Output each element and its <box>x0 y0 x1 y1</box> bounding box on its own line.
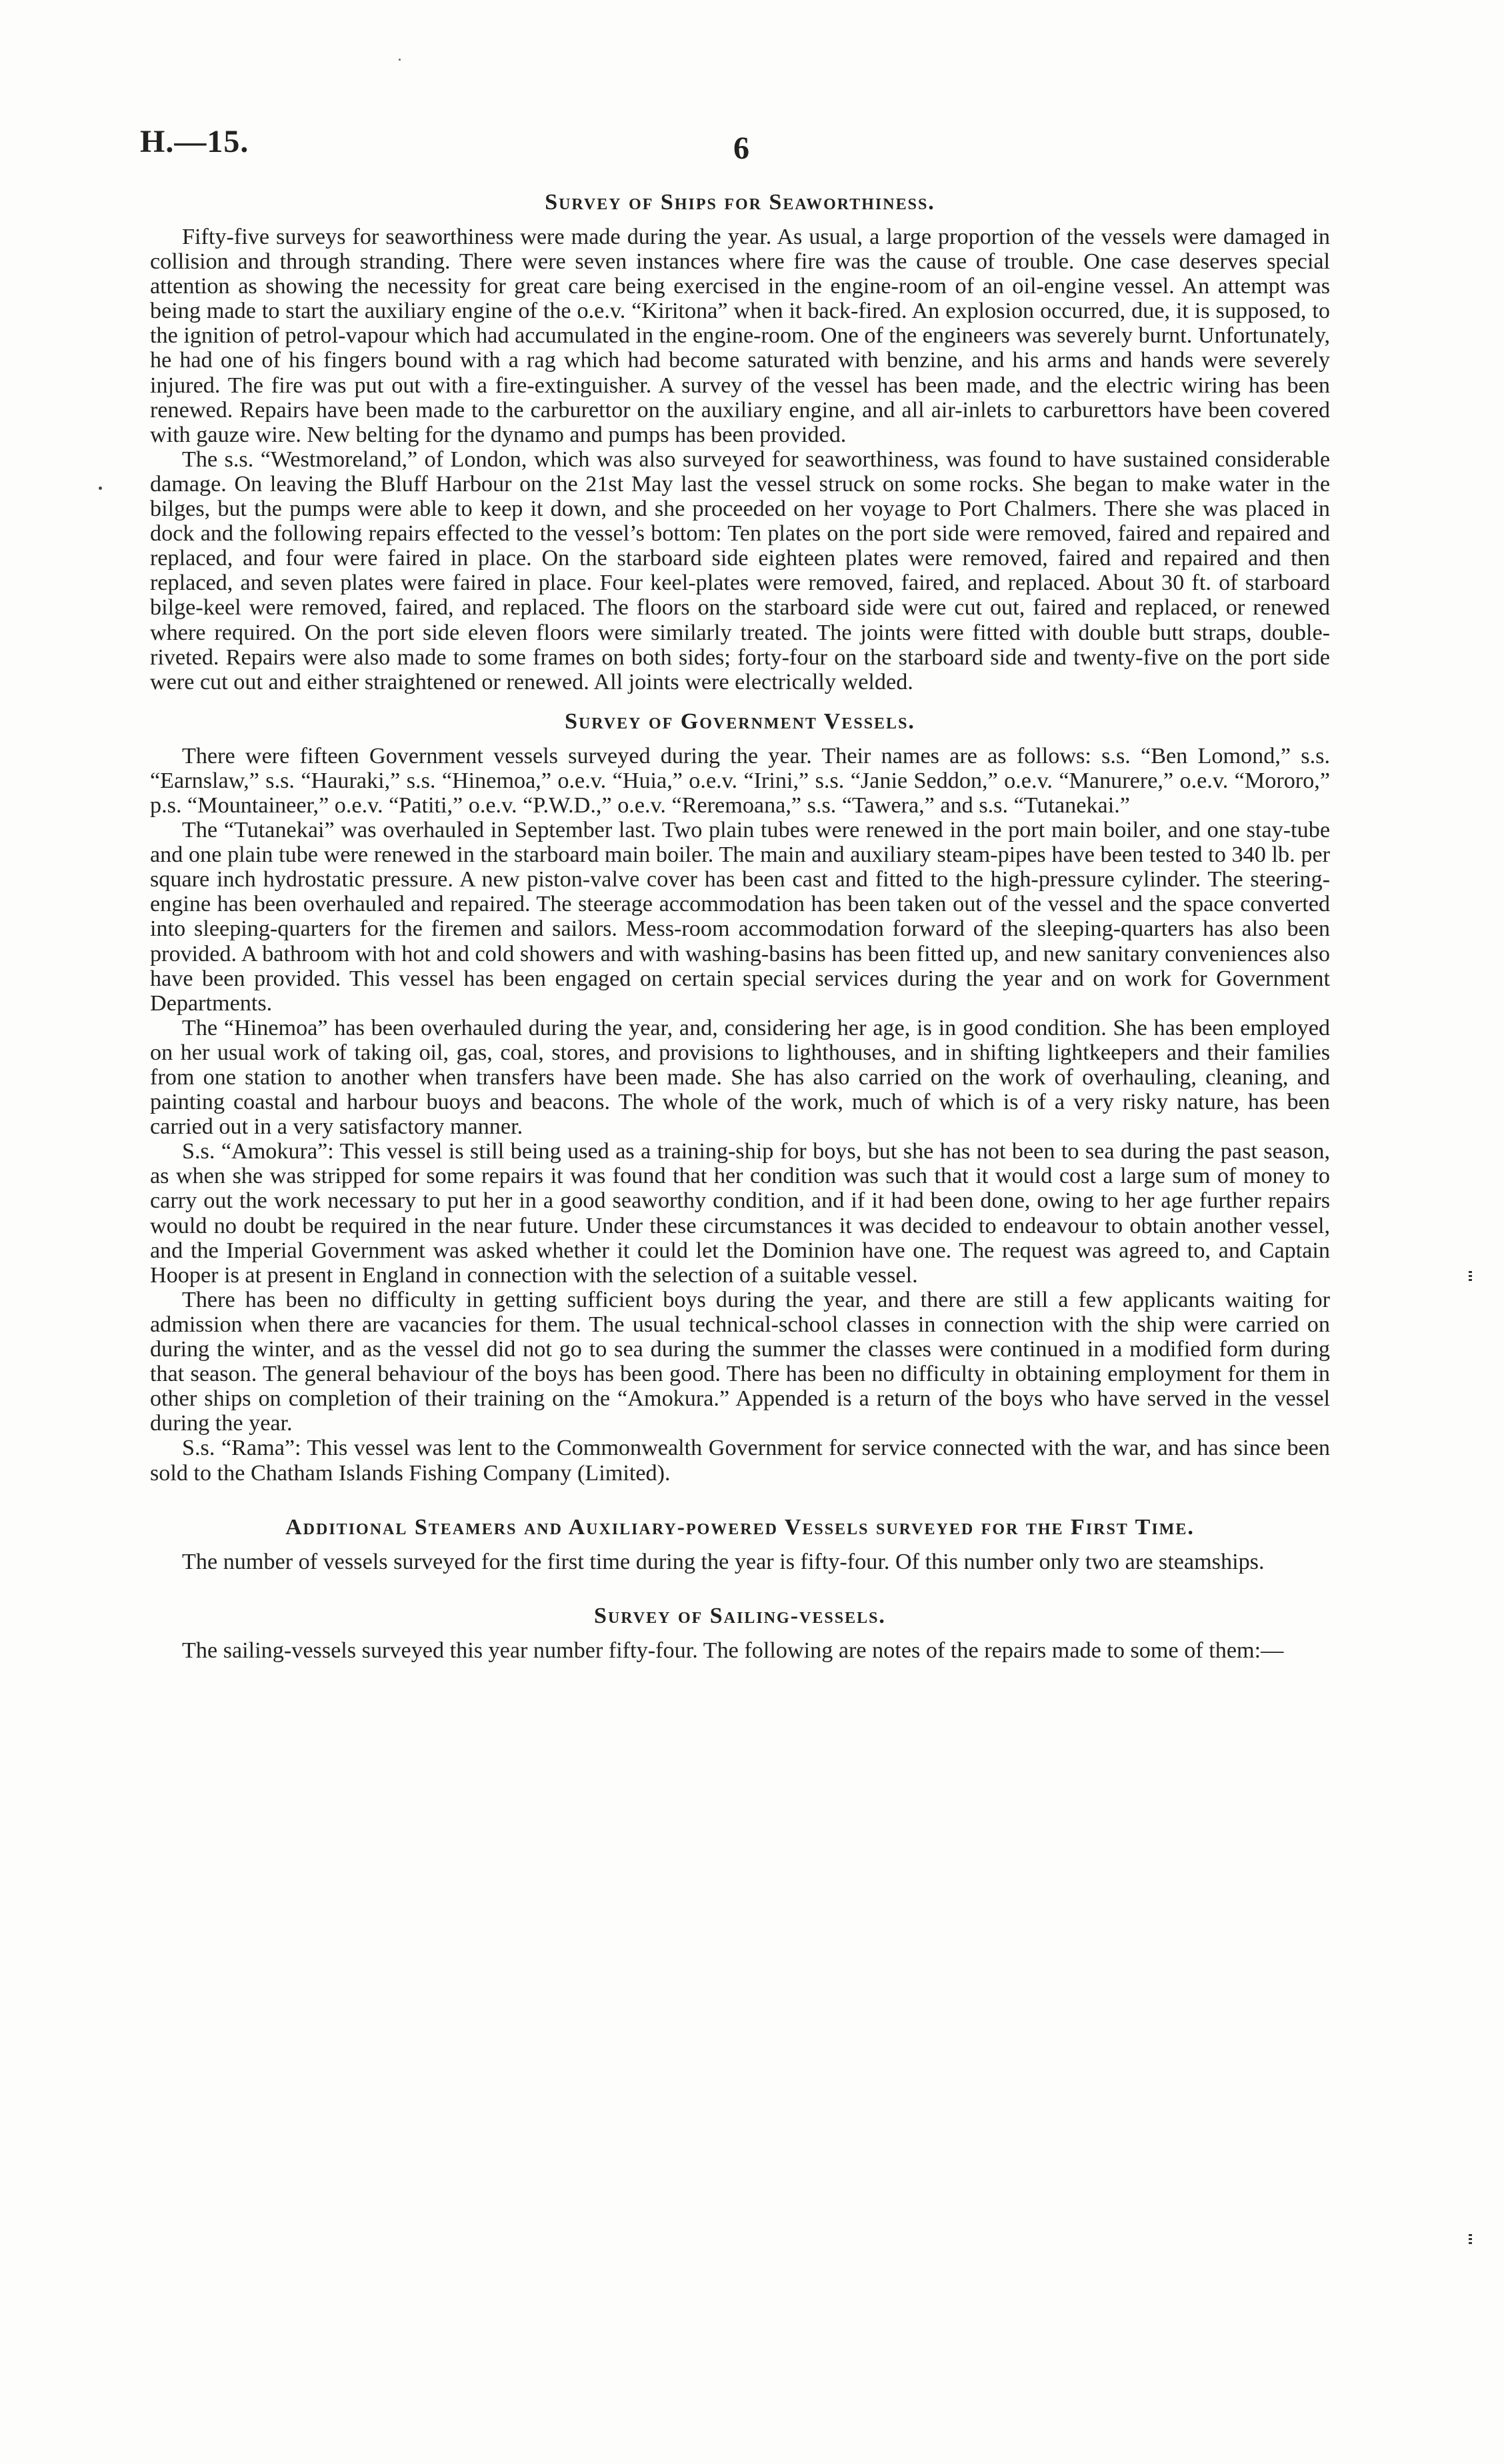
paragraph-first-time-surveys: The number of vessels surveyed for the first time during the year is fifty-four. Of this number only two are steamships. <box>182 1549 1265 1574</box>
paragraph-government-vessel-list: There were fifteen Government vessels surveyed during the year. Their names are as follows: s.s. “Ben Lomond,” s.s. “Earnslaw,” s.s. “Hauraki,” s.s. “Hinemoa,” o.e.v. “Huia,” o.e.v. “Irini,” s.s. “Janie Seddon,” o.e.v. “Manurere,” o.e.v. “Mororo,” p.s. “Mountaineer,” o.e.v. “Patiti,” o.e.v. “P.W.D.,” o.e.v. “Reremoana,” s.s. “Tawera,” and s.s. “Tutanekai.” <box>150 743 1330 818</box>
page-number: 6 <box>733 131 749 166</box>
paragraph-hinemoa: The “Hinemoa” has been overhauled during the year, and, considering her age, is in good condition. She has been employed on her usual work of taking oil, gas, coal, stores, and provisions to lighthouses, and in shifting lightkeepers and their families from one station to another when transfers have been made. She has also carried on the work of overhauling, cleaning, and painting coastal and harbour buoys and beacons. The whole of the work, much of which is of a very risky nature, has been carried out in a very satisfactory manner. <box>150 1015 1330 1140</box>
section-heading-government-vessels: Survey of Government Vessels. <box>565 708 915 734</box>
scan-speck <box>399 59 401 61</box>
scan-speck <box>99 487 102 490</box>
margin-mark <box>1467 2233 1476 2250</box>
document-reference: H.—15. <box>140 124 249 159</box>
paragraph-kiritona-fire: Fifty-five surveys for seaworthiness were made during the year. As usual, a large proportion of the vessels were damaged in collision and through stranding. There were seven instances where fire was the cause of trouble. One case deserves special attention as showing the necessity for great care being exercised in the engine-room of an oil-engine vessel. An attempt was being made to start the auxiliary engine of the o.e.v. “Kiritona” when it back-fired. An explosion occurred, due, it is supposed, to the ignition of petrol-vapour which had accumulated in the engine-room. One of the engineers was severely burnt. Unfortunately, he had one of his fingers bound with a rag which had become saturated with benzine, and his arms and hands were severely injured. The fire was put out with a fire-extinguisher. A survey of the vessel has been made, and the electric wiring has been renewed. Repairs have been made to the carburettor on the auxiliary engine, and all air-inlets to carburettors have been covered with gauze wire. New belting for the dynamo and pumps has been provided. <box>150 225 1330 447</box>
margin-mark <box>1467 1270 1476 1287</box>
paragraph-training-boys: There has been no difficulty in getting sufficient boys during the year, and there are still a few applicants waiting for admission when there are vacancies for them. The usual technical-school classes in connection with the ship were carried on during the winter, and as the vessel did not go to sea during the summer the classes were continued in a modified form during that season. The general behaviour of the boys has been good. There has been no difficulty in obtaining employment for them in other ships on completion of their training on the “Amokura.” Appended is a return of the boys who have served in the vessel during the year. <box>150 1287 1330 1436</box>
paragraph-westmoreland-repairs: The s.s. “Westmoreland,” of London, which was also surveyed for seaworthiness, was found to have sustained considerable damage. On leaving the Bluff Harbour on the 21st May last the vessel struck on some rocks. She began to make water in the bilges, but the pumps were able to keep it down, and she proceeded on her voyage to Port Chalmers. There she was placed in dock and the following repairs effected to the vessel’s bottom: Ten plates on the port side were removed, faired and repaired and replaced, and four were faired in place. On the starboard side eighteen plates were removed, faired and repaired and then replaced, and seven plates were faired in place. Four keel-plates were removed, faired, and replaced. About 30 ft. of starboard bilge-keel were removed, faired, and replaced. The floors on the starboard side were cut out, faired and replaced, or renewed where required. On the port side eleven floors were similarly treated. The joints were fitted with double butt straps, double-riveted. Repairs were also made to some frames on both sides; forty-four on the starboard side and twenty-five on the port side were cut out and either straightened or renewed. All joints were electrically welded. <box>150 447 1330 694</box>
section-heading-seaworthiness: Survey of Ships for Seaworthiness. <box>545 190 935 215</box>
page-body <box>150 190 1330 1663</box>
paragraph-sailing-vessels: The sailing-vessels surveyed this year number fifty-four. The following are notes of the repairs made to some of them:— <box>182 1638 1284 1663</box>
paragraph-rama: S.s. “Rama”: This vessel was lent to the Commonwealth Government for service connected with the war, and has since been sold to the Chatham Islands Fishing Company (Limited). <box>150 1436 1330 1486</box>
section-heading-sailing-vessels: Survey of Sailing-vessels. <box>594 1603 886 1628</box>
section-heading-additional-vessels: Additional Steamers and Auxiliary-powered Vessels surveyed for the First Time. <box>285 1514 1195 1540</box>
paragraph-tutanekai: The “Tutanekai” was overhauled in September last. Two plain tubes were renewed in the port main boiler, and one stay-tube and one plain tube were renewed in the starboard main boiler. The main and auxiliary steam-pipes have been tested to 340 lb. per square inch hydrostatic pressure. A new piston-valve cover has been cast and fitted to the high-pressure cylinder. The steering-engine has been overhauled and repaired. The steerage accommodation has been taken out of the vessel and the space converted into sleeping-quarters for the firemen and sailors. Mess-room accommodation forward of the sleeping-quarters has also been provided. A bathroom with hot and cold showers and with washing-basins has been fitted up, and new sanitary conveniences also have been provided. This vessel has been engaged on certain special services during the year and on work for Government Departments. <box>150 818 1330 1016</box>
paragraph-amokura: S.s. “Amokura”: This vessel is still being used as a training-ship for boys, but she has not been to sea during the past season, as when she was stripped for some repairs it was found that her condition was such that it would cost a large sum of money to carry out the work necessary to put her in a good seaworthy condition, and if it had been done, owing to her age further repairs would no doubt be required in the near future. Under these circumstances it was decided to endeavour to obtain another vessel, and the Imperial Government was asked whether it could let the Dominion have one. The request was agreed to, and Captain Hooper is at present in England in connection with the selection of a suitable vessel. <box>150 1139 1330 1288</box>
